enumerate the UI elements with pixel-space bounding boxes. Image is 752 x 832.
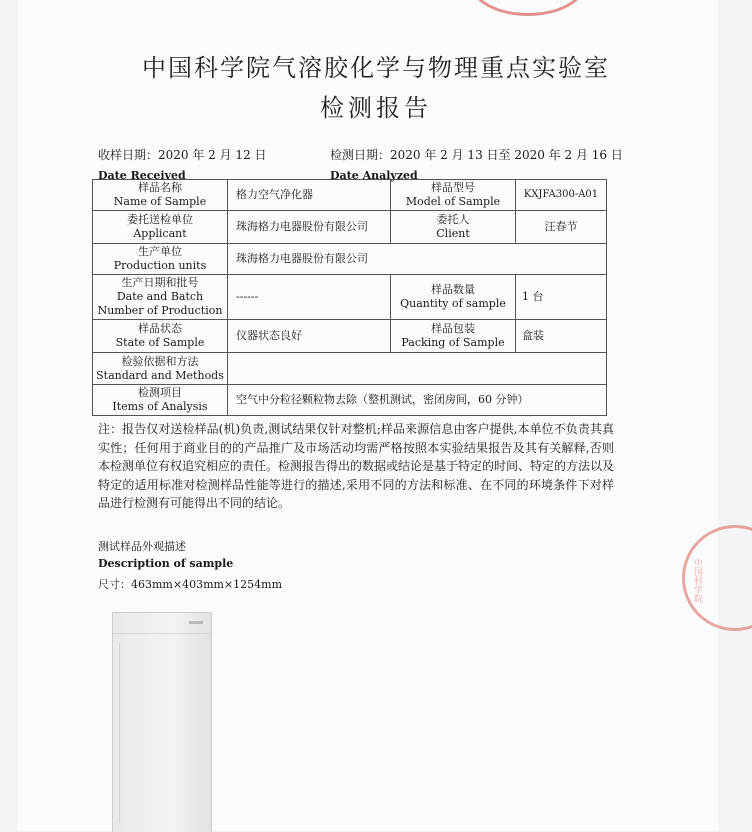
row-label2-cn: 委托人: [436, 213, 470, 226]
row-label-cn: 样品状态: [138, 322, 182, 335]
table-row: [93, 211, 607, 244]
row-label2-en: Client: [436, 227, 470, 240]
date-analyzed-label: 检测日期：2020 年 2 月 13 日至 2020 年 2 月 16 日: [330, 148, 623, 162]
row-value2: 1 台: [516, 275, 607, 320]
date-received-label: 收样日期：2020 年 2 月 12 日: [98, 148, 267, 162]
row-value: 珠海格力电器股份有限公司: [228, 211, 391, 244]
sample-info-table: [92, 179, 607, 416]
cabinet-logo: [189, 621, 203, 624]
row-value: 珠海格力电器股份有限公司: [228, 244, 607, 275]
row-label-cn: 生产单位: [138, 245, 182, 258]
red-seal-right: 中国科学院: [682, 525, 752, 631]
date-received-en: Date Received: [98, 169, 186, 182]
air-purifier-photo: [112, 612, 212, 832]
row-label-cn: 委托送检单位: [127, 213, 193, 226]
table-row: [93, 180, 607, 211]
row-label2-cn: 样品包装: [431, 322, 475, 335]
row-label2-en: Model of Sample: [405, 195, 501, 208]
row-label-cn: 生产日期和批号: [121, 276, 199, 289]
row-label-cn: 样品名称: [138, 181, 182, 194]
row-label2-en: Packing of Sample: [401, 336, 505, 349]
row-label2-en: Quantity of sample: [400, 297, 506, 310]
date-received: [98, 146, 267, 182]
table-row: [93, 244, 607, 275]
date-analyzed: [330, 146, 623, 182]
row-label-en: Standard and Methods: [96, 368, 224, 382]
row-label-cn: 检测项目: [138, 386, 182, 399]
row-label-en: Items of Analysis: [112, 400, 208, 413]
row-value2: KXJFA300-A01: [516, 180, 607, 211]
table-row: [93, 385, 607, 416]
row-label2-cn: 样品型号: [431, 181, 475, 194]
table-row: [93, 275, 607, 320]
sample-description-en: Description of sample: [98, 557, 234, 570]
row-label-en: Production units: [113, 259, 207, 272]
report-title: 中国科学院气溶胶化学与物理重点实验室: [142, 54, 610, 82]
row-label-en-2: Number of Production: [97, 304, 223, 317]
cabinet-edge: [119, 643, 120, 823]
row-value: [228, 353, 607, 385]
date-analyzed-en: Date Analyzed: [330, 169, 418, 182]
row-value: 空气中分粒径颗粒物去除（整机测试，密闭房间，60 分钟）: [228, 385, 607, 416]
row-label-en: Applicant: [133, 227, 187, 240]
row-value: ------: [228, 275, 391, 320]
sample-description-cn: 测试样品外观描述: [98, 540, 186, 553]
row-value2: 汪春节: [516, 211, 607, 244]
sample-size: 尺寸：463mm×403mm×1254mm: [98, 578, 283, 591]
row-value: 仪器状态良好: [228, 320, 391, 353]
row-label-cn: 检验依据和方法: [121, 354, 199, 368]
row-label2-cn: 样品数量: [431, 283, 475, 296]
row-label-en: State of Sample: [115, 336, 205, 349]
row-label-en: Date and Batch: [116, 290, 204, 303]
row-label-en: Name of Sample: [113, 195, 207, 208]
row-value: 格力空气净化器: [228, 180, 391, 211]
disclaimer-note: 注：报告仅对送检样品(机)负责,测试结果仅针对整机;样品来源信息由客户提供,本单位不负责其真实性；任何用于商业目的的产品推广及市场活动均需严格按照本实验结果报告及其有关解释,否则本检测单位有权追究相应的责任。检测报告得出的数据或结论是基于特定的时间、特定的方法以及特定的适用标准对检测样品性能等进行的描述,采用不同的方法和标准、在不同的环境条件下对样品进行检测有可能得出不同的结论。: [98, 422, 615, 510]
row-value2: 盒装: [516, 320, 607, 353]
table-row: [93, 353, 607, 385]
report-subtitle: 检测报告: [320, 94, 432, 122]
table-row: [93, 320, 607, 353]
